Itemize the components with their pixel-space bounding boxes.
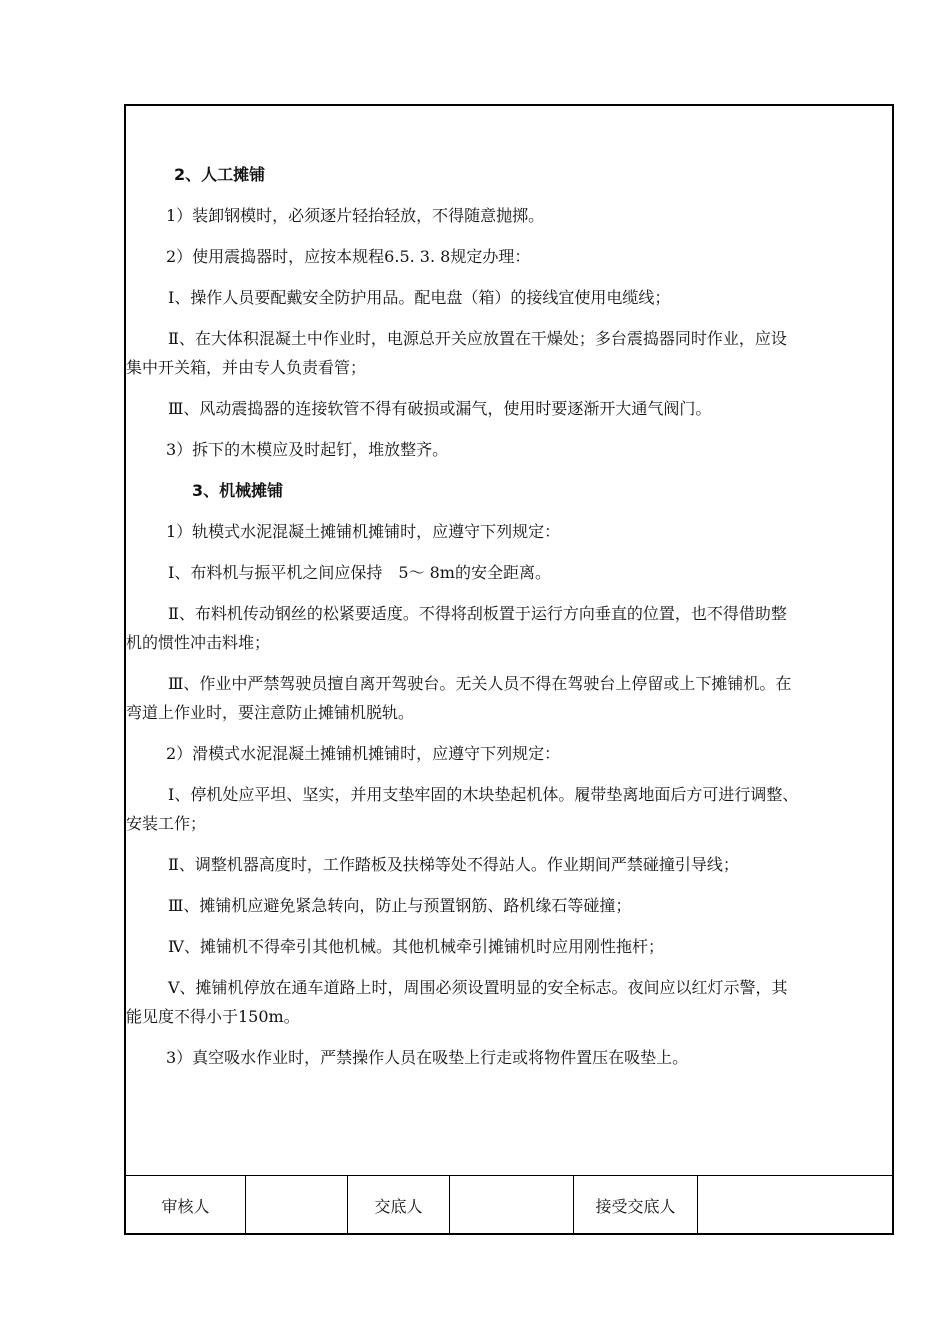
sub-item: Ⅱ、调整机器高度时，工作踏板及扶梯等处不得站人。作业期间严禁碰撞引导线； xyxy=(168,855,739,874)
document-body xyxy=(126,160,892,1084)
numbered-item: 2）滑模式水泥混凝土摊铺机摊铺时，应遵守下列规定： xyxy=(166,744,561,763)
sub-item: Ⅲ、作业中严禁驾驶员擅自离开驾驶台。无关人员不得在驾驶台上停留或上下摊铺机。在 xyxy=(168,674,792,693)
paragraph-continuation: 安装工作； xyxy=(126,814,207,833)
paragraph-continuation: 弯道上作业时，要注意防止摊铺机脱轨。 xyxy=(126,703,415,722)
sub-item: Ⅲ、风动震捣器的连接软管不得有破损或漏气，使用时要逐渐开大通气阀门。 xyxy=(168,399,712,418)
paragraph-continuation: 能见度不得小于150m。 xyxy=(126,1007,300,1026)
numbered-item: 3）真空吸水作业时，严禁操作人员在吸垫上行走或将物件置压在吸垫上。 xyxy=(166,1048,689,1067)
numbered-item: 3）拆下的木模应及时起钉，堆放整齐。 xyxy=(166,440,449,459)
receiver-label: 接受交底人 xyxy=(574,1176,698,1234)
sub-item: Ⅰ、停机处应平坦、坚实，并用支垫牢固的木块垫起机体。履带垫离地面后方可进行调整、 xyxy=(168,785,799,804)
document-frame xyxy=(124,104,894,1235)
sub-item: Ⅰ、布料机与振平机之间应保持 5～ 8m的安全距离。 xyxy=(168,563,551,582)
sub-item: Ⅰ、操作人员要配戴安全防护用品。配电盘（箱）的接线宜使用电缆线； xyxy=(168,288,671,307)
reviewer-label: 审核人 xyxy=(126,1176,246,1234)
reviewer-value xyxy=(246,1176,348,1234)
signature-row xyxy=(126,1175,892,1234)
numbered-item: 2）使用震捣器时，应按本规程6.5. 3. 8规定办理： xyxy=(166,247,531,266)
sub-item: Ⅱ、在大体积混凝土中作业时，电源总开关应放置在干燥处；多台震捣器同时作业，应设 xyxy=(168,329,787,348)
paragraph-continuation: 集中开关箱，并由专人负责看管； xyxy=(126,358,367,377)
paragraph-continuation: 机的惯性冲击料堆； xyxy=(126,633,271,652)
sub-item: Ⅲ、摊铺机应避免紧急转向，防止与预置钢筋、路机缘石等碰撞； xyxy=(168,896,632,915)
numbered-item: 1）轨模式水泥混凝土摊铺机摊铺时，应遵守下列规定： xyxy=(166,522,561,541)
presenter-label: 交底人 xyxy=(348,1176,450,1234)
numbered-item: 1）装卸钢模时，必须逐片轻抬轻放，不得随意抛掷。 xyxy=(166,206,545,225)
presenter-value xyxy=(450,1176,574,1234)
sub-item: Ⅱ、布料机传动钢丝的松紧要适度。不得将刮板置于运行方向垂直的位置，也不得借助整 xyxy=(168,604,787,623)
section-heading: 2、人工摊铺 xyxy=(174,165,266,184)
sub-item: Ⅳ、摊铺机不得牵引其他机械。其他机械牵引摊铺机时应用刚性拖杆； xyxy=(168,937,664,956)
sub-item: Ⅴ、摊铺机停放在通车道路上时，周围必须设置明显的安全标志。夜间应以红灯示警，其 xyxy=(168,978,788,997)
receiver-value xyxy=(698,1176,892,1234)
section-heading: 3、机械摊铺 xyxy=(192,481,284,500)
